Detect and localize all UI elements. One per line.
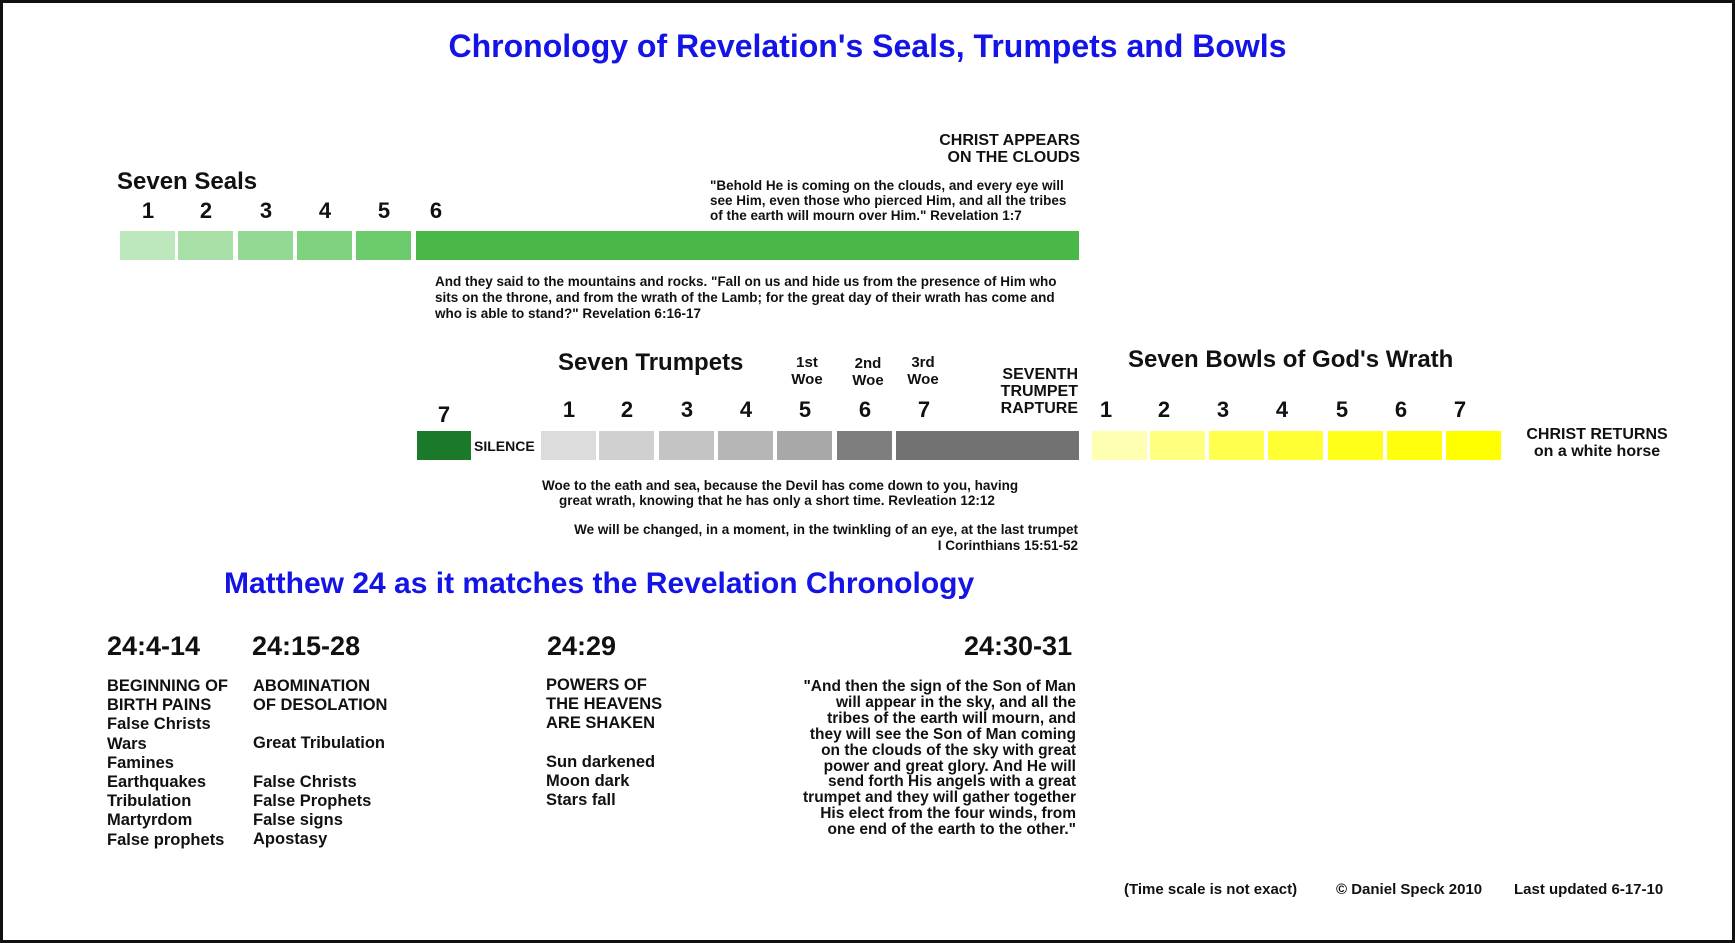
trumpet-1-number: 1 xyxy=(562,397,576,422)
spacer xyxy=(546,734,662,753)
spacer xyxy=(253,754,387,773)
matthew-line: THE HEAVENS xyxy=(546,695,663,714)
seal-3-number: 3 xyxy=(259,198,273,223)
bowl-7-number: 7 xyxy=(1453,397,1467,422)
woe-3-label: 3rd Woe xyxy=(907,354,939,388)
seventh-trumpet-rapture-label: SEVENTH TRUMPET RAPTURE xyxy=(1000,366,1078,417)
seal-4-number: 4 xyxy=(318,198,332,223)
seal-7-number: 7 xyxy=(437,402,451,427)
bowl-5-box xyxy=(1328,431,1383,460)
seal-2-box xyxy=(178,231,233,260)
christ-appears-label: CHRIST APPEARS ON THE CLOUDS xyxy=(939,132,1080,166)
revelation-6-16-quote: And they said to the mountains and rocks. "Fall on us and hide us from the presence of Him who sits on the throne, and from the wrath of the Lamb; for the great day of their wrath has come and who is able to stand?" Revelation 6:16-17 xyxy=(435,274,1057,321)
trumpet-2-number: 2 xyxy=(620,397,634,422)
matthew-heading: Matthew 24 as it matches the Revelation Chronology xyxy=(224,567,975,600)
bowl-1-number: 1 xyxy=(1099,397,1113,422)
matthew-column-15-28 xyxy=(253,677,387,849)
page-title: Chronology of Revelation's Seals, Trumpets and Bowls xyxy=(448,28,1287,64)
matthew-line: OF DESOLATION xyxy=(253,696,388,715)
seal-1-box xyxy=(120,231,175,260)
corinthians-quote: We will be changed, in a moment, in the twinkling of an eye, at the last trumpet I Corinthians 15:51-52 xyxy=(574,522,1078,553)
copyright: © Daniel Speck 2010 xyxy=(1336,881,1483,898)
matthew-line: False Christs xyxy=(253,772,357,791)
spacer xyxy=(253,715,387,734)
trumpet-6-number: 6 xyxy=(858,397,872,422)
trumpet-1-box xyxy=(541,431,596,460)
seal-4-box xyxy=(297,231,352,260)
trumpet-3-box xyxy=(659,431,714,460)
bowl-4-number: 4 xyxy=(1275,397,1289,422)
matthew-line: Martyrdom xyxy=(107,811,193,830)
bowl-3-box xyxy=(1209,431,1264,460)
matthew-line: Moon dark xyxy=(546,771,630,790)
trumpets-heading: Seven Trumpets xyxy=(558,349,744,376)
matthew-line: His elect from the four winds, from xyxy=(820,805,1076,823)
matthew-line: send forth His angels with a great xyxy=(827,773,1076,791)
matthew-ref-29: 24:29 xyxy=(547,631,617,661)
trumpet-7-number: 7 xyxy=(917,397,931,422)
matthew-line: False signs xyxy=(253,811,343,830)
matthew-line: Wars xyxy=(107,734,147,753)
revelation-12-12-quote: Woe to the eath and sea, because the Devil has come down to you, having great wrath, knowing that he has only a short time. Revleation 12:12 xyxy=(542,478,1019,508)
bowl-4-box xyxy=(1268,431,1323,460)
bowl-2-number: 2 xyxy=(1157,397,1171,422)
seal-5-box xyxy=(356,231,411,260)
trumpet-2-box xyxy=(599,431,654,460)
matthew-line: "And then the sign of the Son of Man xyxy=(803,678,1076,695)
revelation-1-7-quote: "Behold He is coming on the clouds, and every eye will see Him, even those who pierced Him, and all the tribes of the earth will mourn over Him." Revelation 1:7 xyxy=(710,178,1067,223)
matthew-column-4-14 xyxy=(107,677,228,850)
matthew-line: ABOMINATION xyxy=(253,677,371,695)
trumpet-6-box xyxy=(837,431,892,460)
matthew-line: Tribulation xyxy=(107,792,192,811)
trumpet-5-box xyxy=(777,431,832,460)
bowls-heading: Seven Bowls of God's Wrath xyxy=(1128,346,1454,373)
matthew-column-30-31 xyxy=(803,679,1076,838)
matthew-line: Earthquakes xyxy=(107,773,207,792)
trumpet-5-number: 5 xyxy=(798,397,812,422)
christ-returns-label: CHRIST RETURNS on a white horse xyxy=(1526,426,1668,460)
matthew-line: Sun darkened xyxy=(546,752,656,771)
bowl-3-number: 3 xyxy=(1216,397,1230,422)
matthew-line: False Christs xyxy=(107,715,211,734)
seal-6-box xyxy=(416,231,1079,260)
matthew-column-29 xyxy=(546,676,662,810)
bowl-6-box xyxy=(1387,431,1442,460)
woe-2-label: 2nd Woe xyxy=(852,355,884,389)
seal-2-number: 2 xyxy=(199,198,213,223)
matthew-line: False Prophets xyxy=(253,791,372,810)
seal-6-number: 6 xyxy=(429,198,443,223)
matthew-line: will appear in the sky, and all the xyxy=(835,693,1076,711)
bowl-6-number: 6 xyxy=(1394,397,1408,422)
seal-1-number: 1 xyxy=(141,198,155,223)
matthew-line: POWERS OF xyxy=(546,676,647,694)
seal-3-box xyxy=(238,231,293,260)
matthew-line: BEGINNING OF xyxy=(107,677,229,695)
matthew-line: power and great glory. And He will xyxy=(823,757,1076,775)
matthew-ref-30-31: 24:30-31 xyxy=(964,631,1073,661)
bowl-5-number: 5 xyxy=(1335,397,1349,422)
seals-heading: Seven Seals xyxy=(117,168,258,195)
bowl-2-box xyxy=(1150,431,1205,460)
time-scale-note: (Time scale is not exact) xyxy=(1124,881,1298,898)
matthew-line: ARE SHAKEN xyxy=(546,714,656,733)
last-updated: Last updated 6-17-10 xyxy=(1514,881,1664,898)
matthew-line: on the clouds of the sky with great xyxy=(821,741,1076,759)
seal-5-number: 5 xyxy=(377,198,391,223)
trumpet-4-box xyxy=(718,431,773,460)
woe-1-label: 1st Woe xyxy=(791,354,823,388)
matthew-line: Famines xyxy=(107,753,174,772)
matthew-line: trumpet and they will gather together xyxy=(803,789,1076,807)
seal-7-box xyxy=(417,431,471,460)
matthew-line: tribes of the earth will mourn, and xyxy=(827,709,1076,727)
silence-label: SILENCE xyxy=(474,438,535,454)
matthew-line: False prophets xyxy=(107,830,225,849)
matthew-line: Stars fall xyxy=(546,791,616,810)
trumpet-7-box xyxy=(896,431,1079,460)
trumpet-4-number: 4 xyxy=(739,397,753,422)
matthew-line: Apostasy xyxy=(253,830,328,849)
matthew-line: Great Tribulation xyxy=(253,734,386,753)
matthew-ref-15-28: 24:15-28 xyxy=(252,631,361,661)
bowl-7-box xyxy=(1446,431,1501,460)
bowl-1-box xyxy=(1092,431,1147,460)
matthew-line: BIRTH PAINS xyxy=(107,696,212,715)
matthew-line: they will see the Son of Man coming xyxy=(809,725,1076,743)
matthew-ref-4-14: 24:4-14 xyxy=(107,631,201,661)
matthew-line: one end of the earth to the other." xyxy=(827,821,1076,839)
trumpet-3-number: 3 xyxy=(680,397,694,422)
